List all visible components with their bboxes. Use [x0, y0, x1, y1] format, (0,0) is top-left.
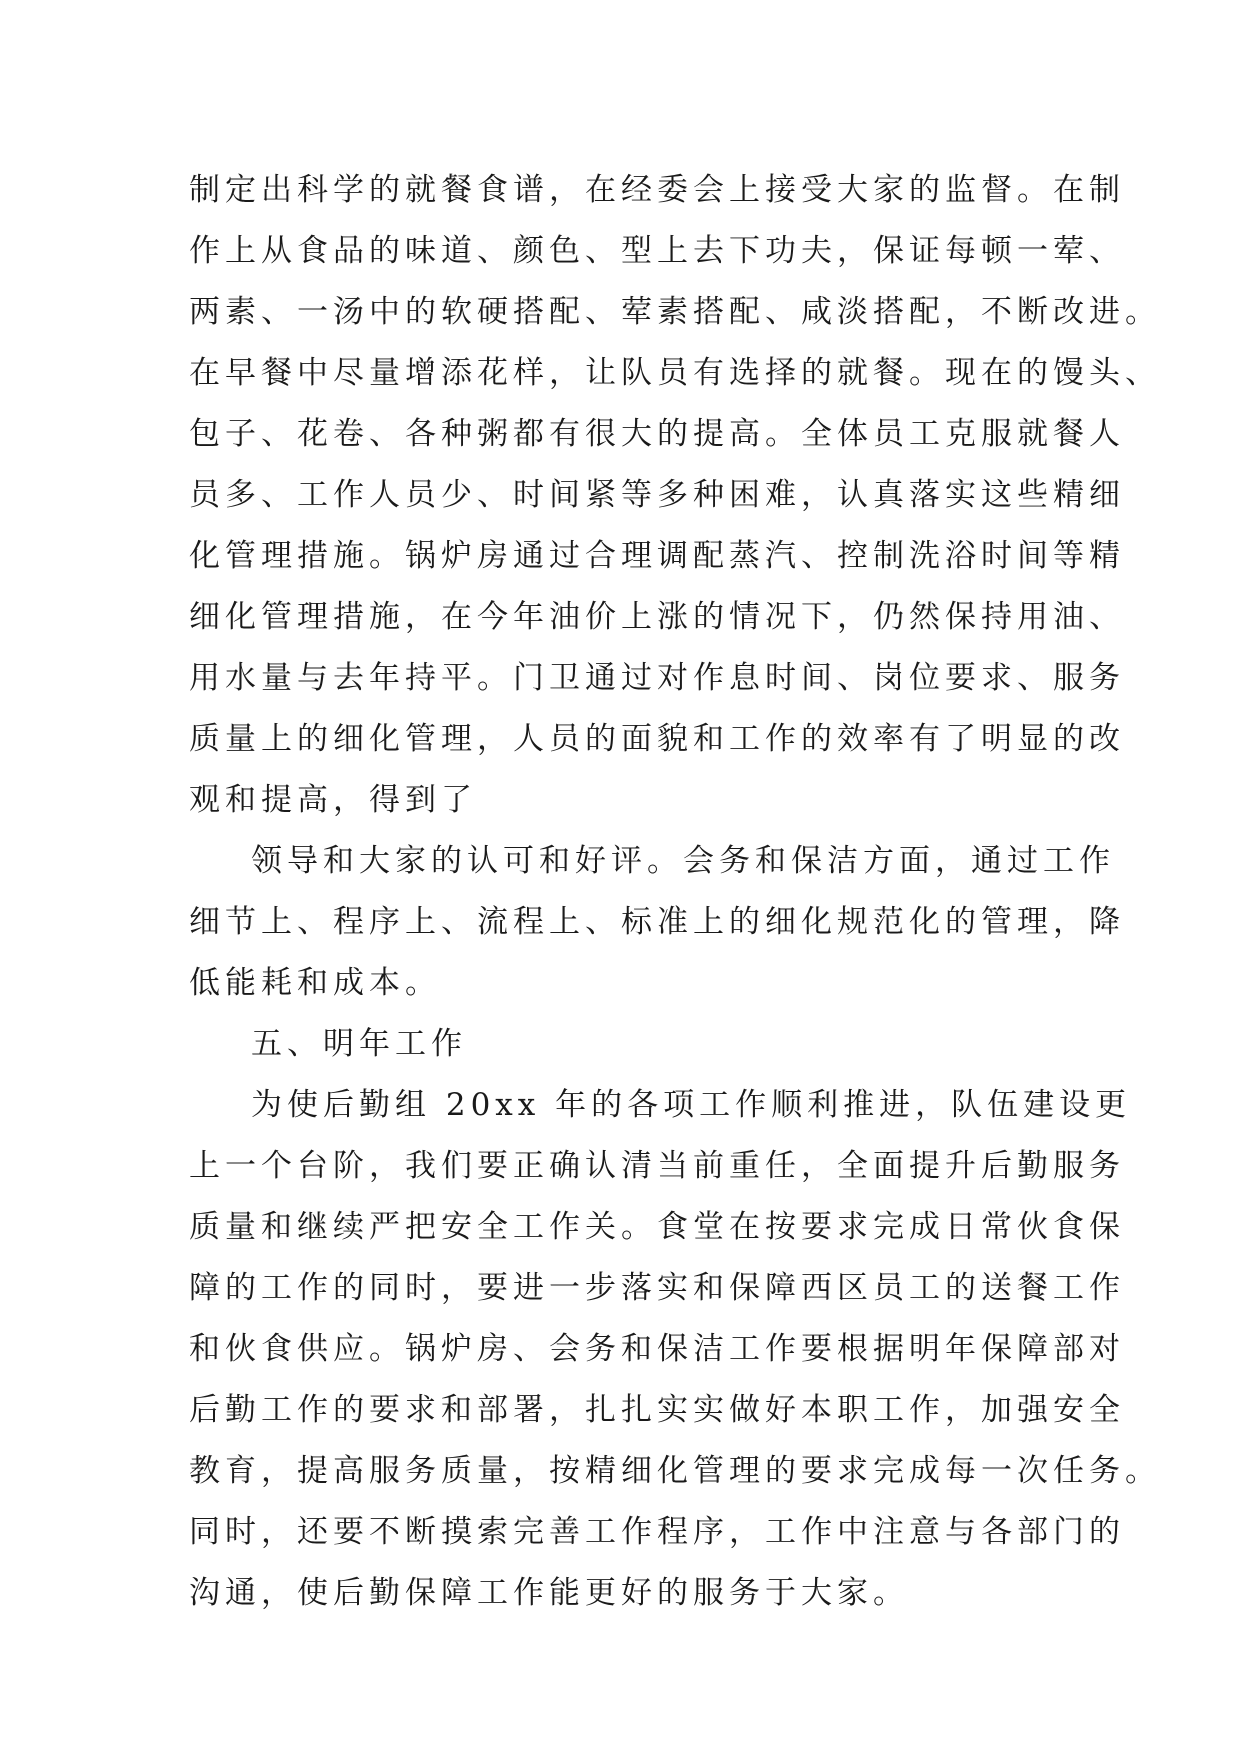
paragraph-start-line: 为使后勤组 20xx 年的各项工作顺利推进，队伍建设更 — [251, 1087, 1132, 1123]
text-line: 用水量与去年持平。门卫通过对作息时间、岗位要求、服务 — [189, 660, 1125, 696]
text-line: 包子、花卷、各种粥都有很大的提高。全体员工克服就餐人 — [189, 416, 1125, 452]
text-line: 质量上的细化管理，人员的面貌和工作的效率有了明显的改 — [189, 721, 1125, 757]
text-line: 教育，提高服务质量，按精细化管理的要求完成每一次任务。 — [189, 1453, 1161, 1489]
text-line: 障的工作的同时，要进一步落实和保障西区员工的送餐工作 — [189, 1270, 1125, 1306]
text-line: 后勤工作的要求和部署，扎扎实实做好本职工作，加强安全 — [189, 1392, 1125, 1428]
text-line: 作上从食品的味道、颜色、型上去下功夫，保证每顿一荤、 — [189, 233, 1125, 269]
document-body — [189, 160, 1161, 1624]
text-line: 化管理措施。锅炉房通过合理调配蒸汽、控制洗浴时间等精 — [189, 538, 1125, 574]
paragraph-start-line: 领导和大家的认可和好评。会务和保洁方面，通过工作 — [251, 843, 1115, 879]
text-line: 两素、一汤中的软硬搭配、荤素搭配、咸淡搭配，不断改进。 — [189, 294, 1161, 330]
text-line: 同时，还要不断摸索完善工作程序，工作中注意与各部门的 — [189, 1514, 1125, 1550]
text-line: 和伙食供应。锅炉房、会务和保洁工作要根据明年保障部对 — [189, 1331, 1125, 1367]
text-line: 员多、工作人员少、时间紧等多种困难，认真落实这些精细 — [189, 477, 1125, 513]
text-line: 细节上、程序上、流程上、标准上的细化规范化的管理，降 — [189, 904, 1125, 940]
text-line: 在早餐中尽量增添花样，让队员有选择的就餐。现在的馒头、 — [189, 355, 1161, 391]
text-line: 观和提高，得到了 — [189, 782, 477, 818]
text-line: 细化管理措施，在今年油价上涨的情况下，仍然保持用油、 — [189, 599, 1125, 635]
text-line: 沟通，使后勤保障工作能更好的服务于大家。 — [189, 1575, 909, 1611]
text-line: 质量和继续严把安全工作关。食堂在按要求完成日常伙食保 — [189, 1209, 1125, 1245]
text-line: 上一个台阶，我们要正确认清当前重任，全面提升后勤服务 — [189, 1148, 1125, 1184]
text-line: 低能耗和成本。 — [189, 965, 441, 1001]
text-line: 制定出科学的就餐食谱，在经委会上接受大家的监督。在制 — [189, 172, 1125, 208]
section-heading: 五、明年工作 — [251, 1026, 467, 1062]
